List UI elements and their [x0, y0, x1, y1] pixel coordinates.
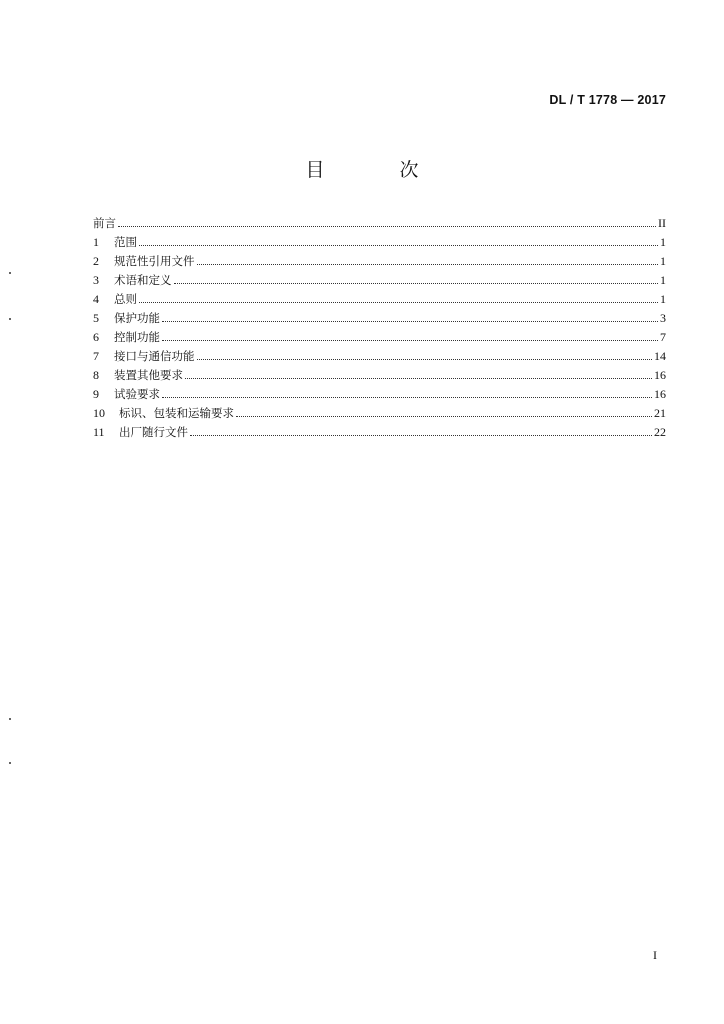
toc-label: 控制功能: [114, 330, 160, 344]
scan-speck: [9, 318, 11, 320]
toc-leader: [162, 396, 652, 398]
toc-label: 总则: [114, 292, 137, 306]
toc-leader: [162, 320, 658, 322]
toc-entry[interactable]: [93, 424, 666, 443]
toc-number: 9: [93, 387, 99, 401]
toc-page: 22: [654, 425, 666, 439]
toc-entry[interactable]: [93, 253, 666, 272]
toc-label: 试验要求: [114, 387, 160, 401]
toc-label: 术语和定义: [114, 273, 172, 287]
toc-page: II: [658, 216, 666, 230]
toc-number: 7: [93, 349, 99, 363]
toc-page: 16: [654, 368, 666, 382]
toc-page: 7: [660, 330, 666, 344]
toc-entry[interactable]: [93, 348, 666, 367]
toc-number: 11: [93, 425, 105, 439]
toc-entry[interactable]: [93, 367, 666, 386]
page-title: 目 次: [305, 159, 447, 181]
toc-label: 标识、包装和运输要求: [119, 406, 234, 420]
toc-leader: [197, 263, 659, 265]
toc-label: 出厂随行文件: [119, 425, 188, 439]
toc-page: 14: [654, 349, 666, 363]
toc-number: 2: [93, 254, 99, 268]
toc-label: 规范性引用文件: [114, 254, 195, 268]
toc-leader: [185, 377, 652, 379]
toc-page: 1: [660, 292, 666, 306]
toc-label: 前言: [93, 216, 116, 230]
toc-entry[interactable]: [93, 310, 666, 329]
toc-entry[interactable]: [93, 272, 666, 291]
toc-leader: [190, 434, 652, 436]
toc-leader: [118, 225, 656, 227]
toc-number: 10: [93, 406, 105, 420]
toc-page: 1: [660, 254, 666, 268]
toc-entry[interactable]: [93, 234, 666, 253]
toc-label: 范围: [114, 235, 137, 249]
toc-page: 1: [660, 235, 666, 249]
toc-leader: [197, 358, 653, 360]
standard-number: DL / T 1778 — 2017: [549, 93, 666, 107]
toc-number: 8: [93, 368, 99, 382]
toc-page: 21: [654, 406, 666, 420]
toc-number: 3: [93, 273, 99, 287]
toc-entry[interactable]: [93, 329, 666, 348]
toc-page: 16: [654, 387, 666, 401]
toc-entry[interactable]: [93, 291, 666, 310]
toc-leader: [139, 244, 658, 246]
toc-number: 6: [93, 330, 99, 344]
page-number: I: [653, 948, 657, 962]
toc-label: 装置其他要求: [114, 368, 183, 382]
toc-label: 接口与通信功能: [114, 349, 195, 363]
toc-entry[interactable]: [93, 405, 666, 424]
table-of-contents: [93, 215, 666, 443]
toc-leader: [236, 415, 652, 417]
toc-page: 1: [660, 273, 666, 287]
toc-page: 3: [660, 311, 666, 325]
toc-number: 4: [93, 292, 99, 306]
toc-entry[interactable]: [93, 386, 666, 405]
toc-leader: [174, 282, 659, 284]
toc-number: 1: [93, 235, 99, 249]
scan-speck: [9, 272, 11, 274]
toc-entry[interactable]: [93, 215, 666, 234]
toc-leader: [139, 301, 658, 303]
toc-label: 保护功能: [114, 311, 160, 325]
scan-speck: [9, 762, 11, 764]
toc-number: 5: [93, 311, 99, 325]
scan-speck: [9, 718, 11, 720]
toc-leader: [162, 339, 658, 341]
